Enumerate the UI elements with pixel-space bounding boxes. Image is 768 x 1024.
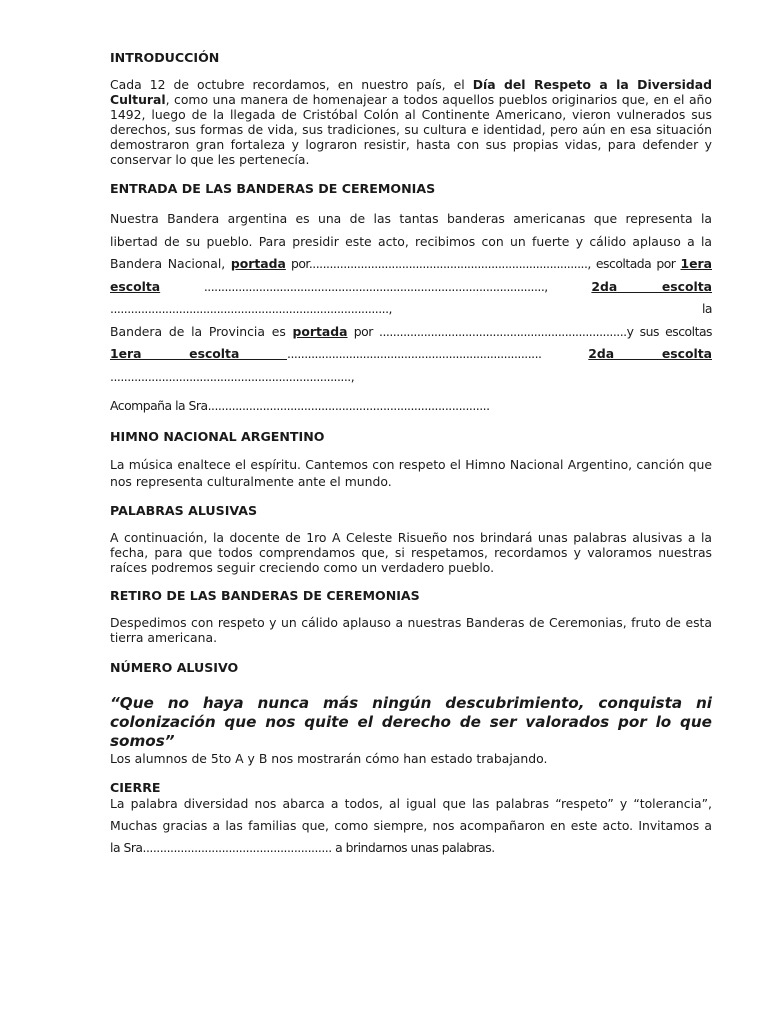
escolta-1-provincia-label: 1era escolta (110, 346, 288, 361)
retiro-paragraph: Despedimos con respeto y un cálido aplauso a nuestras Banderas de Ceremonias, fruto de esta tierra americana. (110, 615, 712, 645)
numero-paragraph: Los alumnos de 5to A y B nos mostrarán cómo han estado trabajando. (110, 751, 548, 766)
entrada-line-6 (110, 343, 712, 388)
section-title-cierre: CIERRE (110, 780, 161, 795)
portada-provincia-blank: por ........................................................................y sus escoltas (347, 323, 712, 339)
intro-bold-text: Día del Respeto a la Diversidad Cultural (110, 77, 713, 107)
cierre-paragraph (110, 793, 712, 859)
section-title-numero: NÚMERO ALUSIVO (110, 660, 239, 675)
entrada-line-2: libertad de su pueblo. Para presidir este acto, recibimos con un fuerte y cálido aplauso a la (110, 233, 712, 249)
escolta-1-nacional-label-cont: escolta (110, 278, 161, 294)
acompana-line: Acompaña la Sra.................................................................................. (110, 398, 490, 413)
himno-paragraph: La música enaltece el espíritu. Cantemos con respeto el Himno Nacional Argentino, canción que nos representa culturalmente ante el mundo. (110, 457, 712, 489)
portada-provincia-label: portada (292, 323, 348, 339)
section-title-introduccion: INTRODUCCIÓN (110, 50, 220, 65)
entrada-line-5 (110, 321, 712, 344)
quote-text: “Que no haya nunca más ningún descubrimiento, conquista ni colonización que nos quite el derecho de ser valorados por lo que somos” (110, 694, 712, 750)
entrada-paragraph (110, 208, 712, 388)
section-title-retiro: RETIRO DE LAS BANDERAS DE CEREMONIAS (110, 588, 420, 603)
intro-paragraph (110, 77, 712, 167)
intro-text-end: , como una manera de homenajear a todos aquellos pueblos originarios que, en el año 1492, luego de la llegada de Cristóbal Colón al Continente Americano, vieron vulnerados sus derechos, sus formas de vida, sus tradiciones, su cultura e identidad, pero aún en esa situación demostraron gran fortaleza y lograron resistir, hasta con sus propias vidas, para defender y conservar lo que les pertenecía. (110, 92, 712, 167)
cierre-line-2: Muchas gracias a las familias que, como siempre, nos acompañaron en este acto. Invitamos a (110, 818, 712, 833)
escolta-1-provincia-blank: .......................................................................... (287, 346, 589, 361)
cierre-line-3: la Sra....................................................... a brindarnos unas palabras. (110, 840, 495, 855)
entrada-line-4 (110, 276, 712, 321)
section-title-entrada: ENTRADA DE LAS BANDERAS DE CEREMONIAS (110, 181, 436, 196)
escolta-2-provincia-label: 2da escolta (588, 346, 712, 361)
escolta-1-nacional-blank: ..................................................................................................., (160, 278, 592, 294)
section-title-palabras: PALABRAS ALUSIVAS (110, 503, 258, 518)
entrada-line-3 (110, 253, 712, 276)
intro-text-start: Cada 12 de octubre recordamos, en nuestro país, el (110, 77, 473, 92)
bandera-provincia-label: Bandera de la Provincia es (110, 323, 293, 339)
cierre-line-1: La palabra diversidad nos abarca a todos, al igual que las palabras “respeto” y “tolerancia”, (110, 796, 712, 811)
escolta-2-nacional-label: 2da escolta (591, 278, 712, 294)
palabras-paragraph: A continuación, la docente de 1ro A Celeste Risueño nos brindará unas palabras alusivas a la fecha, para que todos comprendamos que, si respetamos, recordamos y valoramos nuestras raíces podremos seguir creciendo como un verdadero pueblo. (110, 530, 712, 575)
portada-nacional-label: portada (230, 256, 286, 271)
entrada-line-1: Nuestra Bandera argentina es una de las tantas banderas americanas que representa la (110, 211, 712, 226)
section-title-himno: HIMNO NACIONAL ARGENTINO (110, 429, 325, 444)
bandera-nacional-label: Bandera Nacional, (110, 256, 231, 271)
escolta-2-provincia-blank: ......................................................................, (110, 368, 355, 384)
escolta-2-nacional-blank: ................................................................................., la (110, 301, 712, 316)
portada-nacional-blank: por................................................................................., escoltada por (285, 256, 681, 271)
escolta-1-nacional-label: 1era (680, 256, 712, 271)
